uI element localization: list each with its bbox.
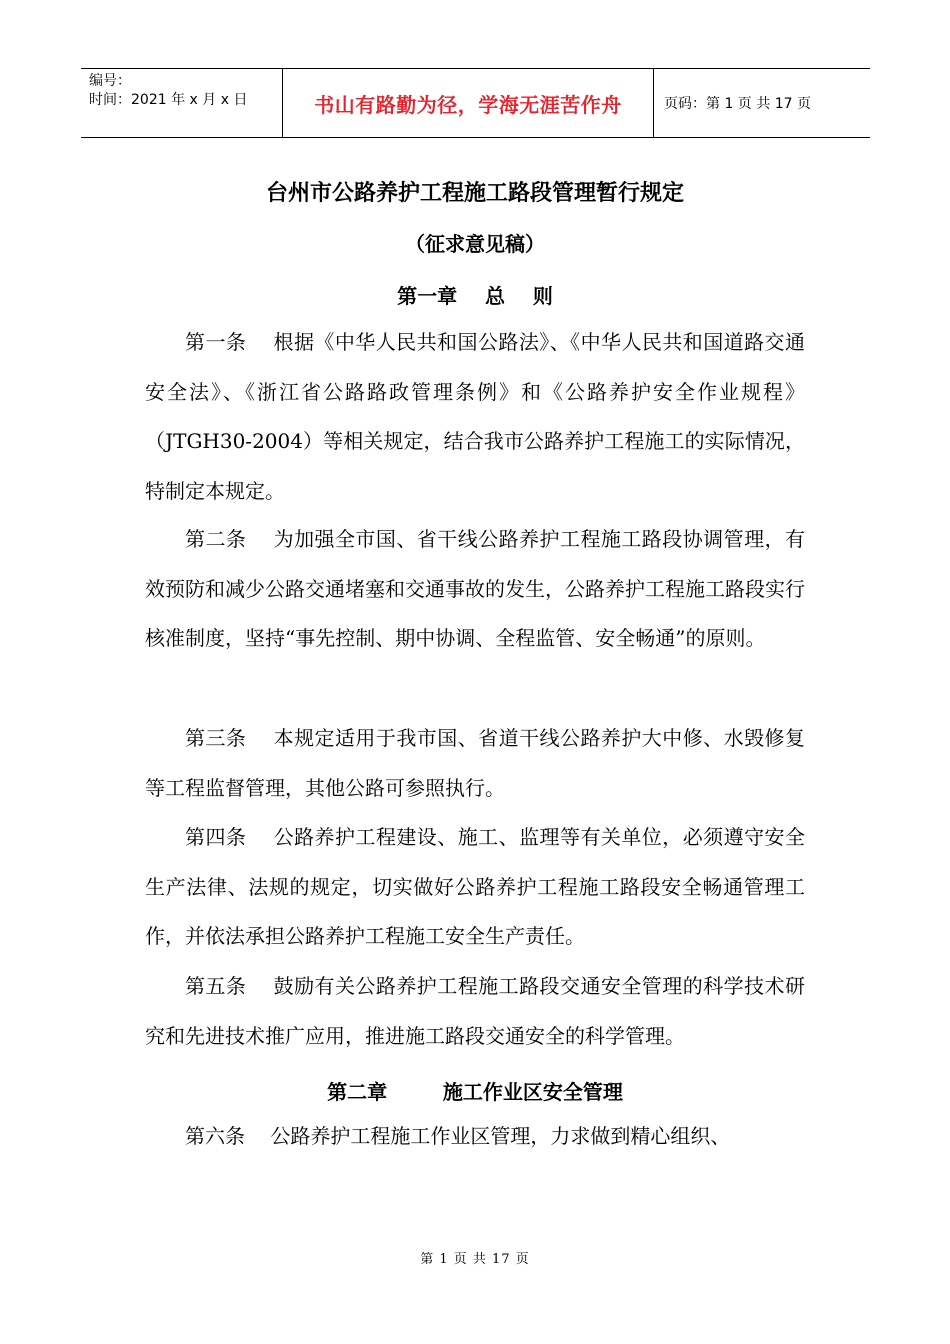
- header-motto: 书山有路勤为径，学海无涯苦作舟: [282, 69, 654, 137]
- document-subtitle: （征求意见稿）: [405, 232, 545, 256]
- article-4: 第四条 公路养护工程建设、施工、监理等有关单位，必须遵守安全生产法律、法规的规定，切实做好公路养护工程施工路段安全畅通管理工作，并依法承担公路养护工程施工安全生产责任。: [145, 825, 805, 948]
- article-1: 第一条 根据《中华人民共和国公路法》、《中华人民共和国道路交通安全法》、《浙江省公路路政管理条例》和《公路养护安全作业规程》（JTGH30-2004）等相关规定，结合我市公路养护工程施工的实际情况，特制定本规定。: [145, 330, 805, 503]
- header-page-info: 页码：第 1 页 共 17 页: [664, 96, 811, 112]
- article-5: 第五条 鼓励有关公路养护工程施工路段交通安全管理的科学技术研究和先进技术推广应用，推进施工路段交通安全的科学管理。: [145, 974, 805, 1048]
- page-footer: 第 1 页 共 17 页: [420, 1252, 530, 1267]
- chapter-1-heading: 第一章 总 则: [397, 284, 553, 308]
- article-2: 第二条 为加强全市国、省干线公路养护工程施工路段协调管理，有效预防和减少公路交通堵塞和交通事故的发生，公路养护工程施工路段实行核准制度，坚持“事先控制、期中协调、全程监管、安全畅通”的原则。: [145, 527, 805, 650]
- header-meta: [81, 69, 282, 137]
- number-label: 编号：: [89, 73, 131, 89]
- chapter-2-heading: 第二章 施工作业区安全管理: [327, 1080, 623, 1104]
- article-3: 第三条 本规定适用于我市国、省道干线公路养护大中修、水毁修复等工程监督管理，其他公路可参照执行。: [145, 726, 805, 800]
- time-label: 时间：2021 年 x 月 x 日: [89, 92, 248, 108]
- header-table: [81, 68, 870, 138]
- document-title: 台州市公路养护工程施工路段管理暂行规定: [265, 181, 684, 206]
- article-6: 第六条 公路养护工程施工作业区管理，力求做到精心组织、: [185, 1124, 731, 1148]
